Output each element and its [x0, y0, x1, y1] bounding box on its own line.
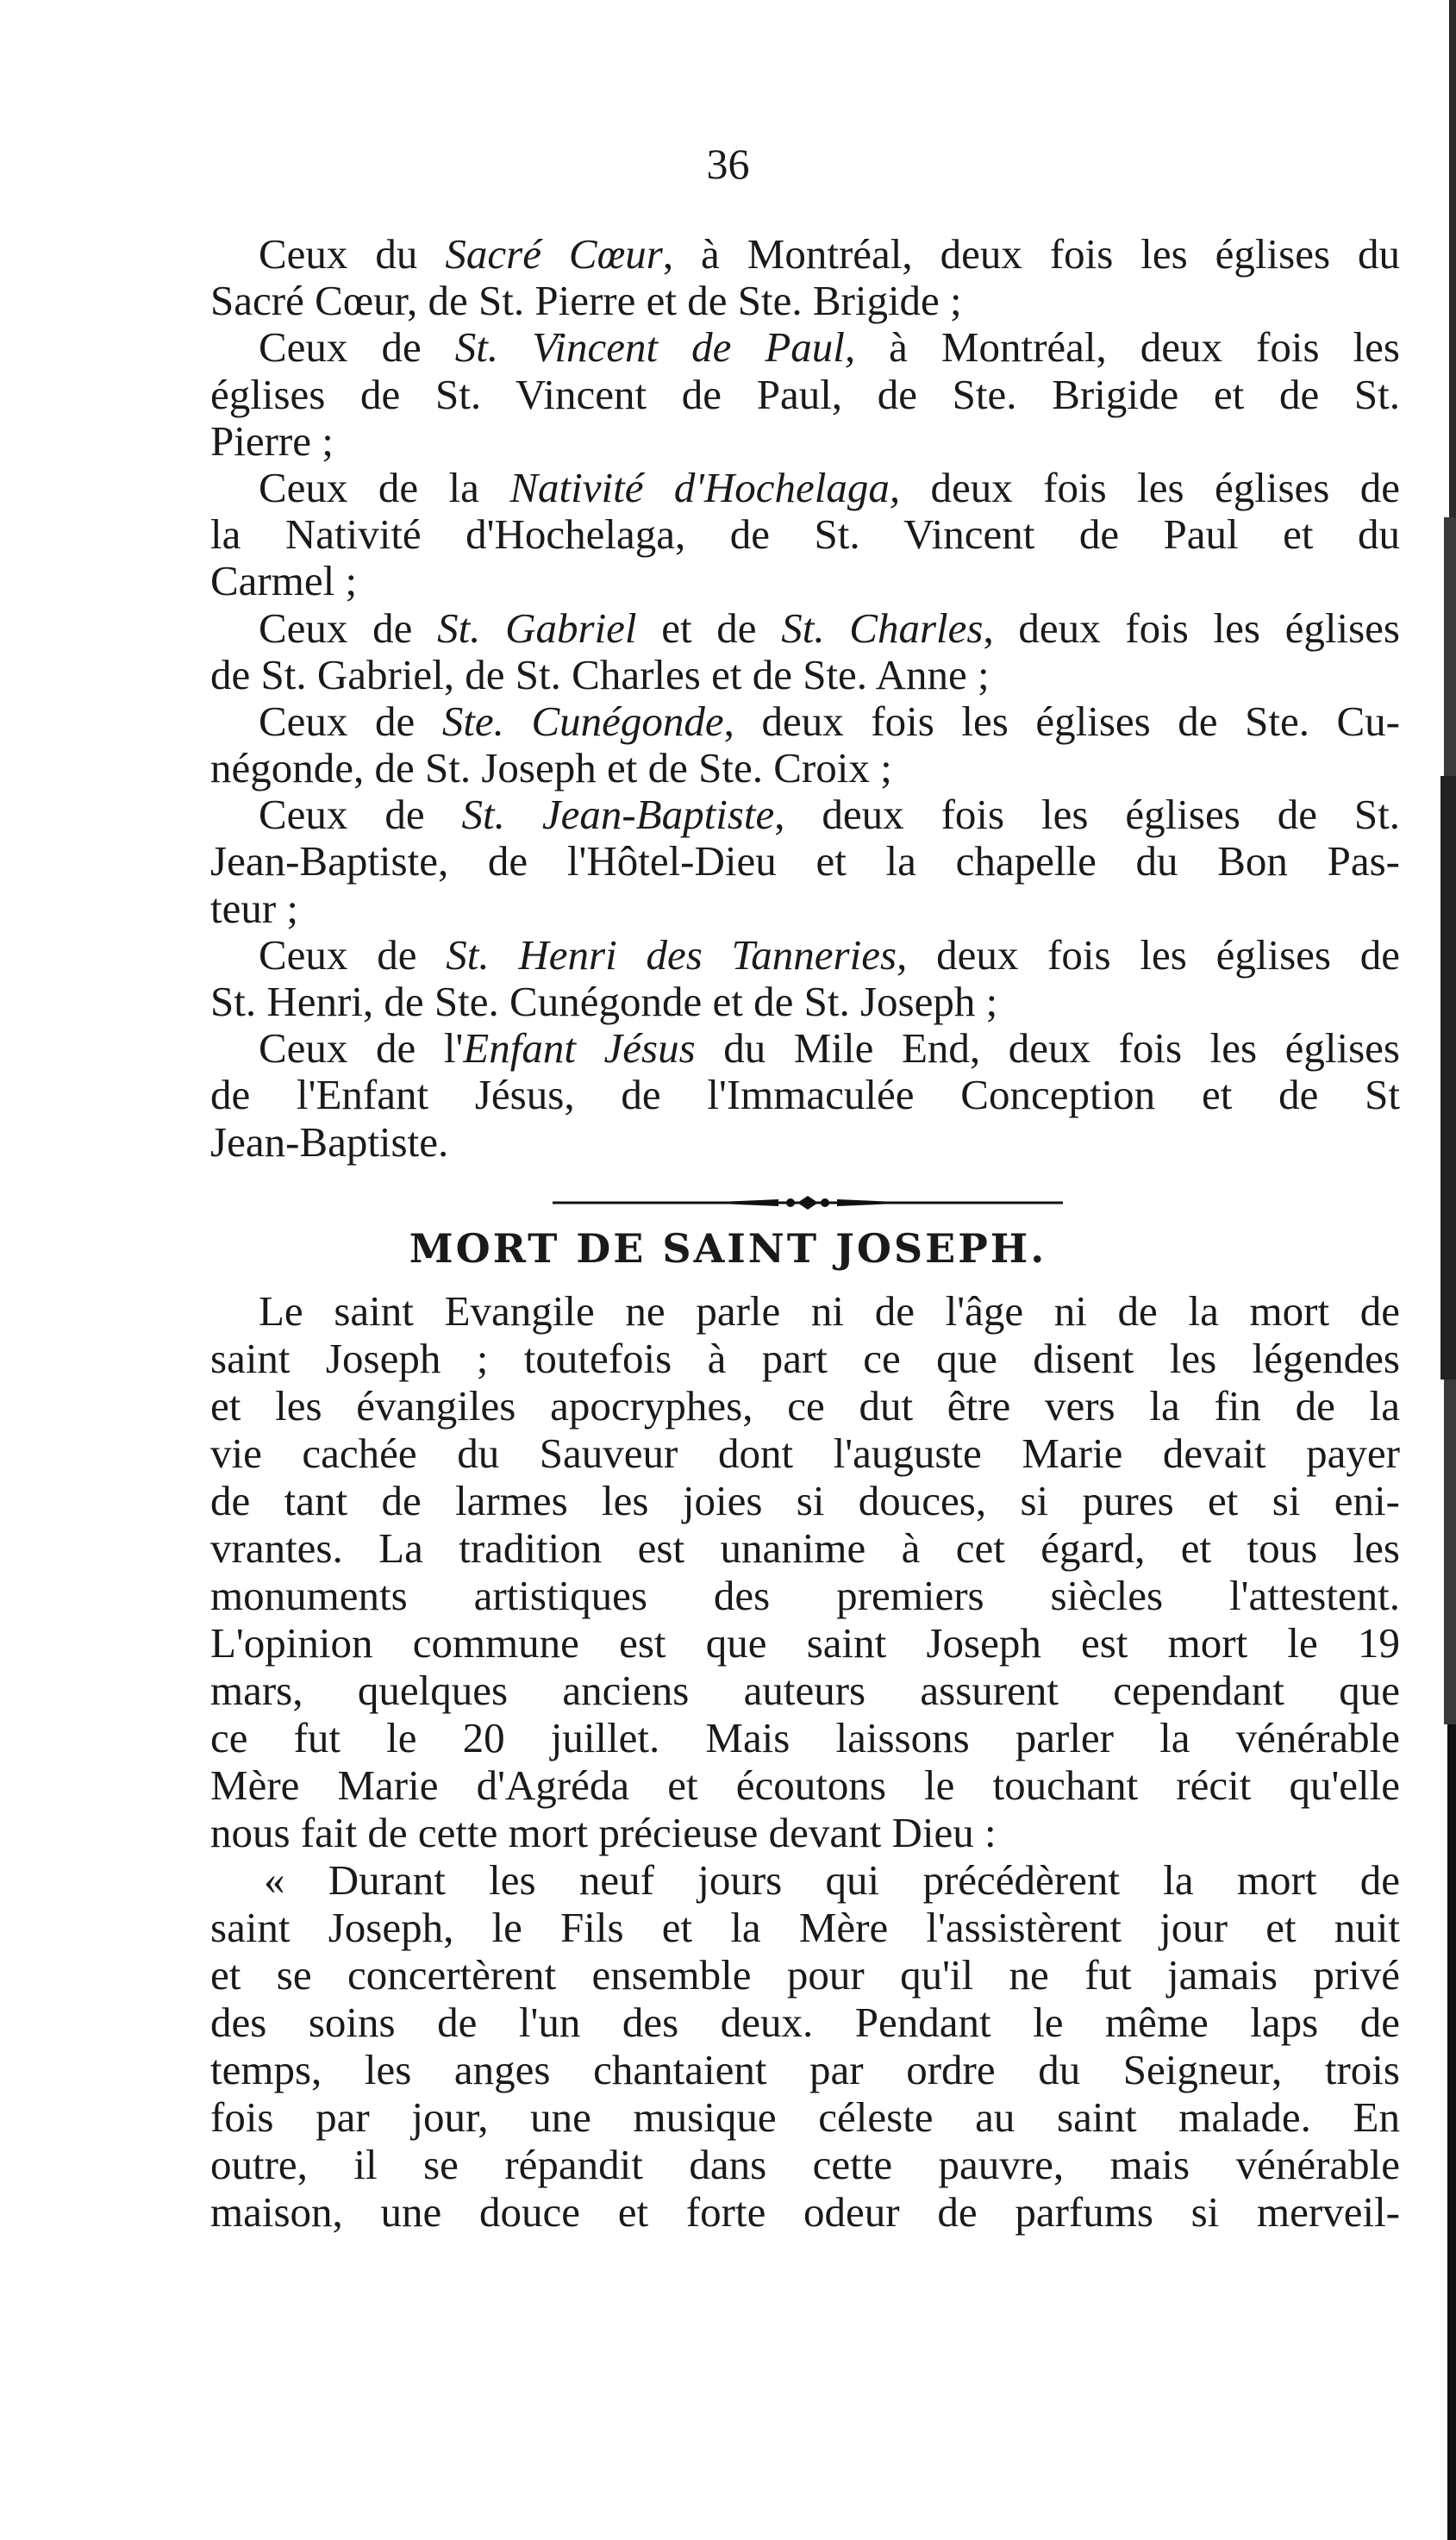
- list-entry-first-line: [210, 698, 1400, 745]
- entry-lead-text: Ceux du: [259, 231, 446, 278]
- entry-rest-text: , deux fois les églises: [983, 604, 1400, 652]
- entry-rest-text: à Montréal, deux fois les: [855, 324, 1400, 372]
- parish-visits-list: [210, 231, 1400, 1166]
- paragraph-line: monuments artistiques des premiers siècles l'attestent.: [210, 1572, 1400, 1619]
- paragraph-line: des soins de l'un des deux. Pendant le même laps de: [210, 1999, 1400, 2046]
- list-entry-line: St. Henri, de Ste. Cunégonde et de St. Joseph ;: [210, 979, 998, 1025]
- paragraph-line: fois par jour, une musique céleste au saint malade. En: [210, 2093, 1400, 2141]
- paragraph-line: vie cachée du Sauveur dont l'auguste Marie devait payer: [210, 1430, 1400, 1477]
- parish-name: Sacré Cœur: [445, 231, 663, 278]
- paragraph-line: saint Joseph, le Fils et la Mère l'assistèrent jour et nuit: [210, 1904, 1400, 1951]
- paragraph-line: maison, une douce et forte odeur de parfums si merveil-: [210, 2188, 1400, 2236]
- list-entry-line: Pierre ;: [210, 417, 334, 465]
- list-entry-line: Sacré Cœur, de St. Pierre et de Ste. Brigide ;: [210, 278, 962, 325]
- list-entry-line: négonde, de St. Joseph et de Ste. Croix ;: [210, 745, 892, 792]
- paragraph-line: Mère Marie d'Agréda et écoutons le touchant récit qu'elle: [210, 1761, 1400, 1809]
- entry-rest-text: , deux fois les églises de Ste. Cu-: [723, 698, 1400, 745]
- list-entry-first-line: [210, 932, 1400, 979]
- parish-name: Enfant Jésus: [463, 1025, 696, 1073]
- page-number: 36: [706, 140, 750, 188]
- entry-lead-text: Ceux de la: [259, 464, 510, 511]
- list-entry-line: Jean-Baptiste, de l'Hôtel-Dieu et la chapelle du Bon Pas-: [210, 838, 1400, 885]
- paragraph-line: nous fait de cette mort précieuse devant Dieu :: [210, 1809, 997, 1856]
- entry-lead-text: Ceux de: [259, 324, 455, 372]
- list-entry-first-line: [210, 231, 1400, 278]
- entry-lead-text: Ceux de: [259, 698, 442, 745]
- paragraph-line: mars, quelques anciens auteurs assurent cependant que: [210, 1667, 1400, 1714]
- paragraph-line: et les évangiles apocryphes, ce dut être vers la fin de la: [210, 1382, 1400, 1430]
- entry-lead-text: Ceux de: [259, 791, 462, 839]
- parish-name: St. Charles: [781, 604, 984, 652]
- parish-name: Nativité d'Hochelaga,: [509, 464, 901, 511]
- entry-rest-text: deux fois les églises de: [900, 464, 1400, 511]
- list-entry-line: Jean-Baptiste.: [210, 1118, 449, 1166]
- list-entry-line: Carmel ;: [210, 558, 358, 605]
- paragraph-first-line: Le saint Evangile ne parle ni de l'âge ni de la mort de: [259, 1287, 1400, 1335]
- entry-lead-text: Ceux de l': [259, 1025, 464, 1073]
- list-entry-line: de St. Gabriel, de St. Charles et de Ste. Anne ;: [210, 651, 990, 698]
- paragraph-line: et se concertèrent ensemble pour qu'il ne fut jamais privé: [210, 1951, 1400, 1999]
- parish-name: St. Vincent de Paul,: [454, 324, 856, 372]
- paragraph-line: outre, il se répandit dans cette pauvre, mais vénérable: [210, 2141, 1400, 2188]
- list-entry-first-line: [210, 1025, 1400, 1072]
- entry-lead-text: Ceux de: [259, 931, 447, 979]
- parish-name: St. Jean-Baptiste: [461, 791, 775, 839]
- entry-rest-text: , deux fois les églises de St.: [774, 791, 1400, 839]
- section-body: [210, 1287, 1400, 2236]
- paragraph-line: de tant de larmes les joies si douces, si pures et si eni-: [210, 1477, 1400, 1524]
- parish-name: St. Gabriel: [437, 604, 637, 652]
- paragraph-line: L'opinion commune est que saint Joseph est mort le 19: [210, 1619, 1400, 1667]
- entry-rest-text: deux fois les églises de: [907, 931, 1400, 979]
- paragraph-line: vrantes. La tradition est unanime à cet égard, et tous les: [210, 1524, 1400, 1572]
- page-edge-shadow: [1423, 0, 1456, 2540]
- entry-rest-text: du Mile End, deux fois les églises: [695, 1025, 1400, 1073]
- section-heading: MORT DE SAINT JOSEPH.: [409, 1225, 1047, 1272]
- list-entry-first-line: [210, 324, 1400, 371]
- list-entry-line: églises de St. Vincent de Paul, de Ste. Brigide et de St.: [210, 371, 1400, 418]
- entry-lead-text: Ceux de: [259, 604, 438, 652]
- entry-rest-text: , à Montréal, deux fois les églises du: [662, 231, 1400, 278]
- list-entry-line: teur ;: [210, 885, 299, 932]
- paragraph-first-line: « Durant les neuf jours qui précédèrent la mort de: [264, 1856, 1400, 1904]
- list-entry-line: la Nativité d'Hochelaga, de St. Vincent de Paul et du: [210, 511, 1400, 559]
- entry-mid-text: et de: [636, 604, 782, 652]
- list-entry-first-line: [210, 465, 1400, 511]
- parish-name: St. Henri des Tanneries,: [446, 931, 908, 979]
- list-entry-first-line: [210, 791, 1400, 838]
- paragraph-line: ce fut le 20 juillet. Mais laissons parler la vénérable: [210, 1714, 1400, 1761]
- section-divider: [553, 1192, 1063, 1213]
- list-entry-first-line: [210, 605, 1400, 652]
- paragraph-line: saint Joseph ; toutefois à part ce que disent les légendes: [210, 1335, 1400, 1382]
- parish-name: Ste. Cunégonde: [441, 698, 724, 745]
- list-entry-line: de l'Enfant Jésus, de l'Immaculée Conception et de St: [210, 1072, 1400, 1119]
- paragraph-line: temps, les anges chantaient par ordre du Seigneur, trois: [210, 2046, 1400, 2093]
